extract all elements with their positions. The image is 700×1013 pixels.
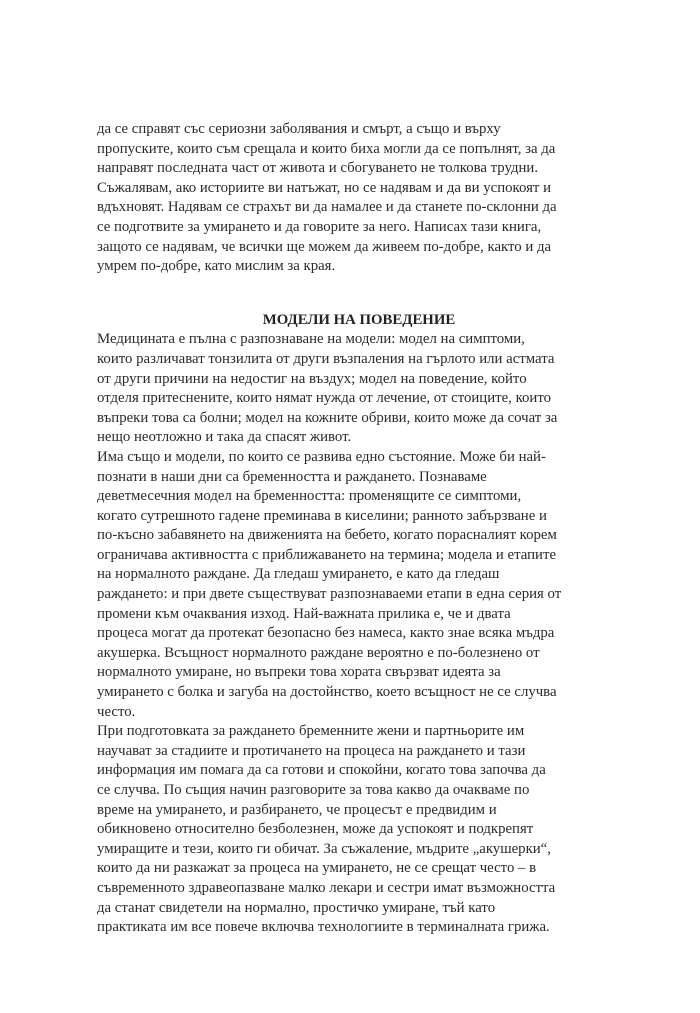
text-line: които различават тонзилита от други възпаления на гърлото или астмата	[97, 350, 555, 367]
text-line: научават за стадиите и протичането на процеса на раждането и тази	[97, 742, 526, 759]
text-line: познати в наши дни са бременността и раждането. Познаваме	[97, 468, 487, 485]
text-line: вдъхновят. Надявам се страхът ви да намалее и да станете по-склонни да	[97, 199, 557, 216]
text-line: умирането с болка и загуба на достойнство, което всъщност не се случва	[97, 684, 557, 701]
text-line: когато сутрешното гадене преминава в киселини; ранното забързване и	[97, 507, 547, 524]
text-line: често.	[97, 703, 136, 720]
text-line: пропуските, които съм срещала и които биха могли да се попълнят, за да	[97, 140, 556, 157]
text-line: от други причини на недостиг на въздух; модел на поведение, който	[97, 370, 527, 387]
text-line: обикновено относително безболезнен, може да успокоят и подкрепят	[97, 821, 534, 838]
text-line: Медицината е пълна с разпознаване на модели: модел на симптоми,	[97, 331, 525, 348]
section-heading: МОДЕЛИ НА ПОВЕДЕНИЕ	[262, 311, 456, 328]
text-line: направят последната част от живота и сбогуването не толкова трудни.	[97, 160, 539, 177]
paragraph-preparation	[97, 722, 617, 938]
text-line: деветмесечния модел на бременността: променящите се симптоми,	[97, 488, 522, 505]
text-line: защото се надявам, че всички ще можем да живеем по-добре, както и да	[97, 238, 552, 255]
text-line: се подготвите за умирането и да говорите за него. Написах тази книга,	[97, 218, 542, 235]
text-line: които да ни разкажат за процеса на умирането, не се срещат често – в	[97, 860, 537, 877]
text-line: акушерка. Всъщност нормалното раждане вероятно е по-болезнено от	[97, 644, 540, 661]
text-line: време на умирането, и разбирането, че процесът е предвидим и	[97, 801, 497, 818]
text-line: отделя притеснените, които нямат нужда от лечение, от стоиците, които	[97, 390, 552, 407]
text-line: практиката им все повече включва технологиите в терминалната грижа.	[97, 919, 550, 936]
text-line: да станат свидетели на нормално, простичко умиране, тъй като	[97, 899, 496, 916]
text-line: да се справят със сериозни заболявания и смърт, а също и върху	[97, 121, 501, 137]
text-line: умрем по-добре, като мислим за края.	[97, 258, 336, 275]
text-line: умиращите и тези, които ги обичат. За съжаление, мъдрите „акушерки“,	[97, 840, 551, 857]
text-line: съвременното здравеопазване малко лекари и сестри имат възможността	[97, 879, 556, 896]
text-line: промени към очаквания изход. Най-важната прилика е, че и двата	[97, 605, 511, 622]
text-line: процеса могат да протекат безопасно без намеса, както знае всяка мъдра	[97, 625, 555, 642]
text-line: информация им помага да са готови и спокойни, когато това започва да	[97, 762, 546, 779]
text-line: въпреки това са болни; модел на кожните обриви, които може да сочат за	[97, 409, 558, 426]
paragraph-patterns	[97, 330, 617, 448]
intro-paragraph	[97, 120, 617, 277]
text-line: по-късно забавянето на движенията на бебето, когато порасналият корем	[97, 527, 557, 544]
text-line: се случва. По същия начин разговорите за това какво да очакваме по	[97, 782, 530, 798]
document-page	[97, 120, 617, 938]
text-line: При подготовката за раждането бременните жени и партньорите им	[97, 723, 525, 740]
text-line: на нормалното раждане. Да гледаш умирането, е като да гледаш	[97, 566, 500, 583]
paragraph-pregnancy	[97, 448, 617, 722]
text-line: нещо неотложно и така да спасят живот.	[97, 429, 352, 446]
text-line: Има също и модели, по които се развива едно състояние. Може би най-	[97, 448, 546, 465]
text-line: ограничава активността с приближаването на термина; модела и етапите	[97, 546, 557, 563]
text-line: Съжалявам, ако историите ви натъжат, но се надявам и да ви успокоят и	[97, 179, 551, 196]
text-line: раждането: и при двете съществуват разпознаваеми етапи в една серия от	[97, 586, 562, 603]
text-line: нормалното умиране, но въпреки това хората свързват идеята за	[97, 664, 501, 681]
